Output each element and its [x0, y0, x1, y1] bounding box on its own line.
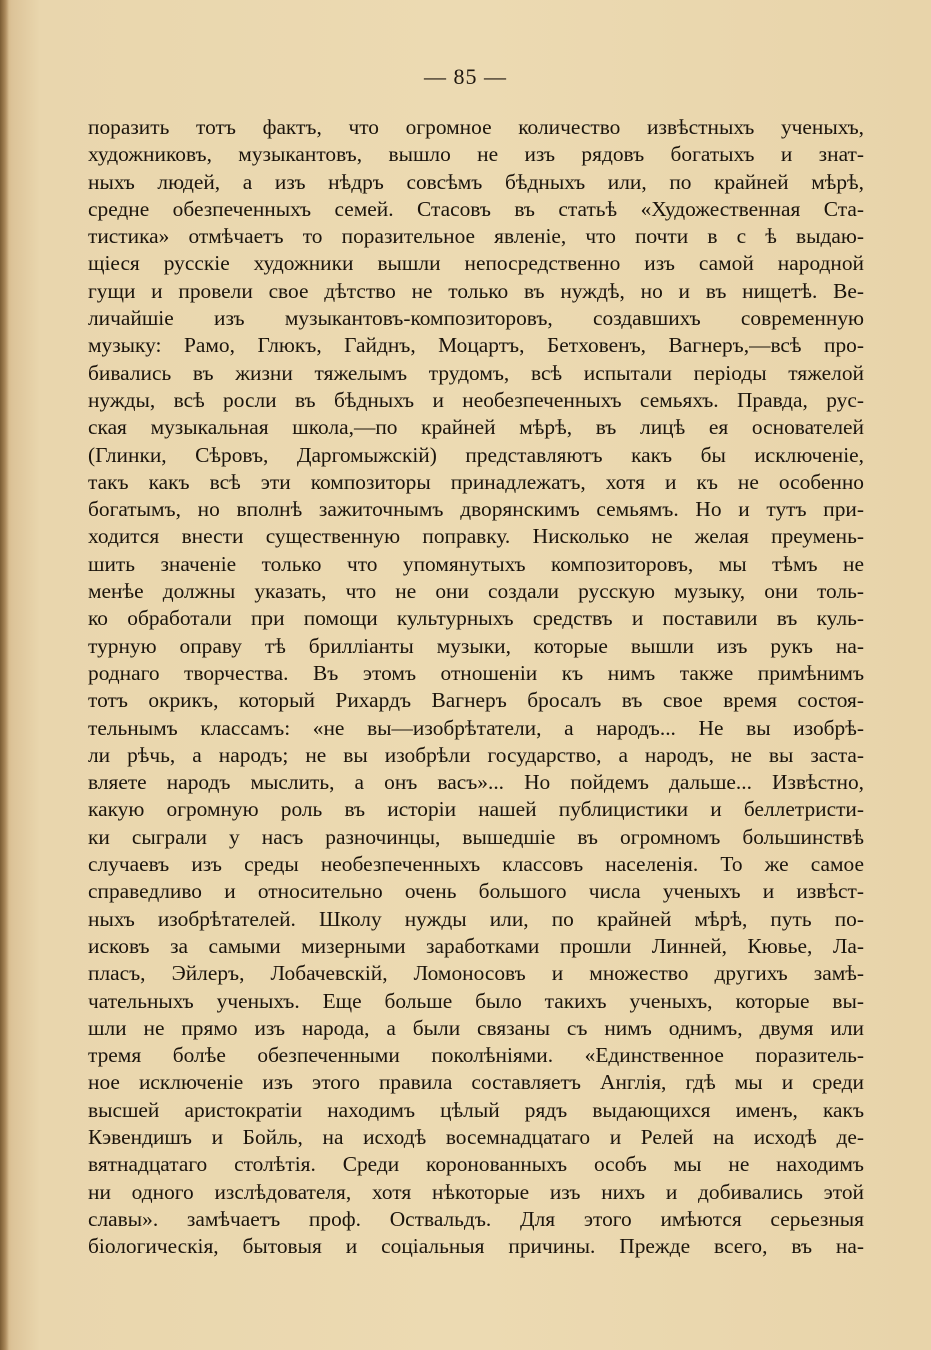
text-line: ская музыкальная школа,—по крайней мѣрѣ, въ лицѣ ея основателей: [88, 415, 864, 440]
text-line: справедливо и относительно очень большого числа ученыхъ и извѣст-: [88, 879, 864, 904]
text-line: турную оправу тѣ брилліанты музыки, которые вышли изъ рукъ на-: [88, 633, 864, 658]
text-line: ное исключеніе изъ этого правила составляетъ Англія, гдѣ мы и среди: [88, 1070, 864, 1095]
text-line: такъ какъ всѣ эти композиторы принадлежатъ, хотя и къ не особенно: [88, 469, 864, 494]
text-line: ни одного изслѣдователя, хотя нѣкоторые изъ нихъ и добивались этой: [88, 1179, 864, 1204]
text-line: ныхъ людей, а изъ нѣдръ совсѣмъ бѣдныхъ или, по крайней мѣрѣ,: [88, 169, 864, 194]
text-line: тельнымъ классамъ: «не вы—изобрѣтатели, а народъ... Не вы изобрѣ-: [88, 715, 864, 740]
text-line: ныхъ изобрѣтателей. Школу нужды или, по крайней мѣрѣ, путь по-: [88, 906, 864, 931]
text-line: пласъ, Эйлеръ, Лобачевскій, Ломоносовъ и множество другихъ замѣ-: [88, 961, 864, 986]
text-line: вляете народъ мыслить, а онъ васъ»... Но пойдемъ дальше... Извѣстно,: [88, 770, 864, 795]
text-line: славы». замѣчаетъ проф. Оствальдъ. Для этого имѣются серьезныя: [88, 1206, 864, 1231]
text-line: роднаго творчества. Въ этомъ отношеніи къ нимъ также примѣнимъ: [88, 660, 864, 685]
text-line: случаевъ изъ среды необезпеченныхъ классовъ населенія. То же самое: [88, 852, 864, 877]
text-line: біологическія, бытовыя и соціальныя причины. Прежде всего, въ на-: [88, 1234, 864, 1259]
body-text: [88, 114, 864, 1260]
page-number: — 85 —: [424, 64, 507, 89]
text-line: какую огромную роль въ исторіи нашей публицистики и беллетристи-: [88, 797, 864, 822]
text-line: исковъ за самыми мизерными заработками прошли Линней, Кювье, Ла-: [88, 933, 864, 958]
text-line: гущи и провели свое дѣтство не только въ нуждѣ, но и въ нищетѣ. Ве-: [88, 278, 864, 303]
text-line: чательныхъ ученыхъ. Еще больше было такихъ ученыхъ, которые вы-: [88, 988, 864, 1013]
text-line: средне обезпеченныхъ семей. Стасовъ въ статьѣ «Художественная Ста-: [88, 196, 864, 221]
text-line: (Глинки, Сѣровъ, Даргомыжскій) представляютъ какъ бы исключеніе,: [88, 442, 864, 467]
text-line: ки сыграли у насъ разночинцы, вышедшіе въ огромномъ большинствѣ: [88, 824, 864, 849]
text-line: шли не прямо изъ народа, а были связаны съ нимъ однимъ, двумя или: [88, 1015, 864, 1040]
text-line: высшей аристократіи находимъ цѣлый рядъ выдающихся именъ, какъ: [88, 1097, 864, 1122]
text-line: богатымъ, но вполнѣ зажиточнымъ дворянскимъ семьямъ. Но и тутъ при-: [88, 497, 864, 522]
text-line: ли рѣчь, а народъ; не вы изобрѣли государство, а народъ, не вы заста-: [88, 742, 864, 767]
text-line: тистика» отмѣчаетъ то поразительное явленіе, что почти в с ѣ выдаю-: [88, 224, 864, 249]
text-line: художниковъ, музыкантовъ, вышло не изъ рядовъ богатыхъ и знат-: [88, 142, 864, 167]
binding-edge: [0, 0, 9, 1350]
text-line: поразить тотъ фактъ, что огромное количество извѣстныхъ ученыхъ,: [88, 115, 864, 139]
text-line: щіеся русскіе художники вышли непосредственно изъ самой народной: [88, 251, 864, 276]
text-line: вятнадцатаго столѣтія. Среди коронованныхъ особъ мы не находимъ: [88, 1152, 864, 1177]
text-line: нужды, всѣ росли въ бѣдныхъ и необезпеченныхъ семьяхъ. Правда, рус-: [88, 387, 864, 412]
text-line: шить значеніе только что упомянутыхъ композиторовъ, мы тѣмъ не: [88, 551, 864, 576]
text-line: Кэвендишъ и Бойль, на исходѣ восемнадцатаго и Релей на исходѣ де-: [88, 1124, 864, 1149]
text-line: ходится внести существенную поправку. Нисколько не желая преумень-: [88, 524, 864, 549]
text-line: тотъ окрикъ, который Рихардъ Вагнеръ бросалъ въ свое время состоя-: [88, 688, 864, 713]
text-line: менѣе должны указать, что не они создали русскую музыку, они толь-: [88, 579, 864, 604]
text-line: бивались въ жизни тяжелымъ трудомъ, всѣ испытали періоды тяжелой: [88, 360, 864, 385]
text-line: тремя болѣе обезпеченными поколѣніями. «Единственное поразитель-: [88, 1043, 864, 1068]
text-line: музыку: Рамо, Глюкъ, Гайднъ, Моцартъ, Бетховенъ, Вагнеръ,—всѣ про-: [88, 333, 864, 358]
text-line: ко обработали при помощи культурныхъ средствъ и поставили въ куль-: [88, 606, 864, 631]
text-line: личайшіе изъ музыкантовъ-композиторовъ, создавшихъ современную: [88, 306, 864, 331]
